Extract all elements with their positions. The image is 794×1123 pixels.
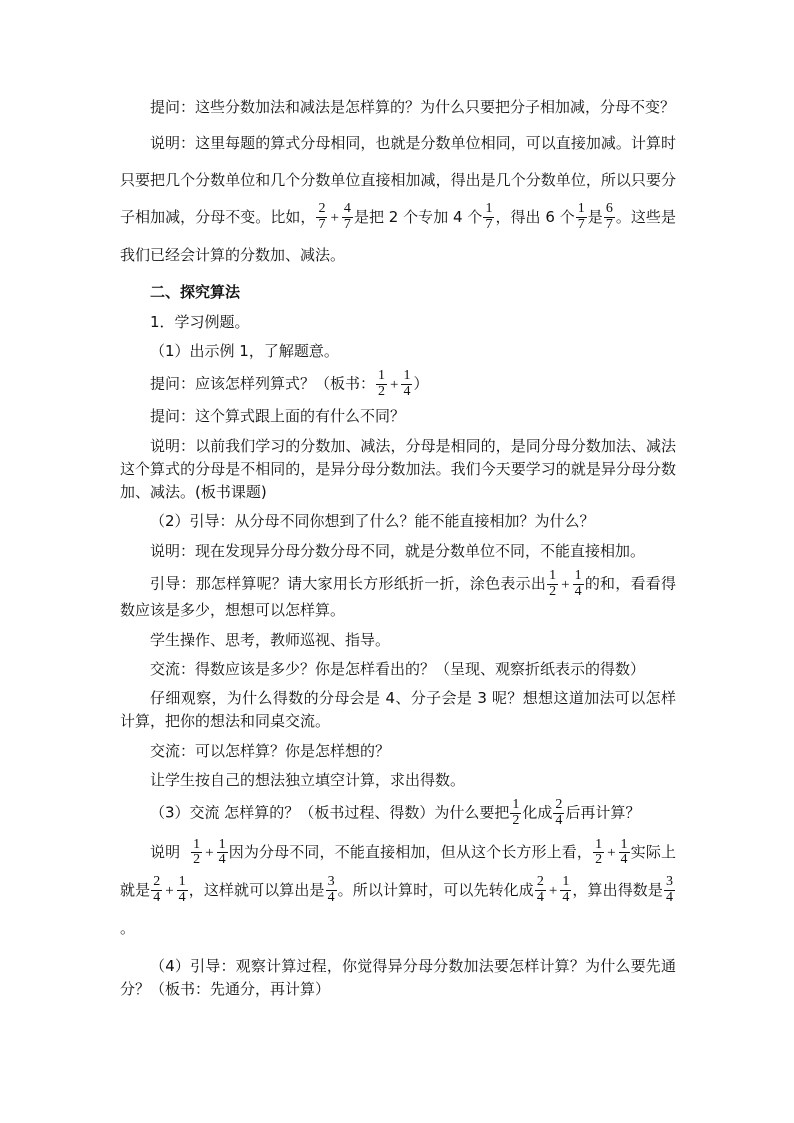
fraction: $\frac{4}{7}$ bbox=[343, 201, 351, 232]
fraction: $\frac{1}{2}$ bbox=[549, 567, 557, 599]
fraction: $\frac{6}{7}$ bbox=[605, 201, 613, 232]
paragraph-question-1: 提问：这些分数加法和减法是怎样算的？为什么只要把分子相加减，分母不变？ bbox=[150, 98, 676, 116]
paragraph-activity: 学生操作、思考，教师巡视、指导。 bbox=[150, 630, 391, 649]
paragraph-question-2: 提问：应该怎样列算式？（板书： $\frac{1}{2}$ + $\frac{1}{4}$ ） bbox=[150, 368, 429, 399]
step-2: （2）引导：从分母不同你想到了什么？能不能直接相加？为什么？ bbox=[150, 512, 595, 531]
paragraph-practice: 让学生按自己的想法独立填空计算，求出得数。 bbox=[150, 770, 466, 789]
fraction: $\frac{2}{7}$ bbox=[318, 201, 326, 232]
paragraph-explanation-3: 说明：现在发现异分母分数分母不同，就是分数单位不同，不能直接相加。 bbox=[150, 541, 646, 560]
paragraph-explanation-1: 说明：这里每题的算式分母相同，也就是分数单位相同，可以直接加减。计算时只要把几个分数单位和几个分数单位直接相加减，得出是几个分数单位，所以只要分子相加减，分母不变。比如， $\frac{2}{7}$ + $\frac{4}{7}$ 是把 2 个专加 4 个 $\frac{1}{7}$ ，得出 6 个 $\frac{1}{7}$ 是 $\frac{6}{7}$ 。这些是我们已经会计算的分数加、减法。 bbox=[120, 134, 676, 264]
fraction: $\frac{1}{4}$ bbox=[574, 567, 582, 599]
fraction: $\frac{1}{4}$ bbox=[403, 368, 411, 399]
paragraph-exchange-1: 交流：得数应该是多少？你是怎样看出的？（呈现、观察折纸表示的得数） bbox=[150, 659, 646, 678]
fraction: $\frac{1}{2}$ bbox=[595, 836, 603, 868]
fraction: $\frac{1}{7}$ bbox=[577, 201, 585, 232]
paragraph-observe: 仔细观察，为什么得数的分母会是 4、分子会是 3 呢？想想这道加法可以怎样计算，把你的想法和同桌交流。 bbox=[120, 689, 676, 731]
fraction: $\frac{1}{4}$ bbox=[178, 874, 186, 906]
paragraph-exchange-2: 交流：可以怎样算？你是怎样想的？ bbox=[150, 741, 391, 760]
fraction: $\frac{3}{4}$ bbox=[327, 874, 335, 906]
fraction: $\frac{2}{4}$ bbox=[555, 797, 563, 828]
fraction: $\frac{1}{4}$ bbox=[218, 836, 226, 868]
fraction: $\frac{3}{4}$ bbox=[665, 874, 673, 906]
fraction: $\frac{1}{2}$ bbox=[512, 797, 520, 828]
step-title: 1．学习例题。 bbox=[150, 312, 250, 331]
step-1: （1）出示例 1，了解题意。 bbox=[150, 341, 339, 360]
step-4: （4）引导：观察计算过程，你觉得异分母分数加法要怎样计算？为什么要先通分？（板书：先通分，再计算） bbox=[120, 956, 676, 998]
fraction: $\frac{1}{2}$ bbox=[378, 368, 386, 399]
fraction: $\frac{1}{4}$ bbox=[562, 874, 570, 906]
fraction: $\frac{2}{4}$ bbox=[536, 874, 544, 906]
fraction: $\frac{2}{4}$ bbox=[153, 874, 161, 906]
lesson-text bbox=[120, 96, 676, 1007]
section-heading: 二、探究算法 bbox=[150, 283, 241, 302]
fraction: $\frac{1}{2}$ bbox=[193, 836, 201, 868]
step-3: （3）交流 怎样算的？（板书过程、得数）为什么要把 $\frac{1}{2}$ 化成 $\frac{2}{4}$ 后再计算？ bbox=[150, 797, 641, 828]
fraction: $\frac{1}{7}$ bbox=[485, 201, 493, 232]
paragraph-explanation-4: 说明 $\frac{1}{2}$ + $\frac{1}{4}$ 因为分母不同，不能直接相加，但从这个长方形上看， $\frac{1}{2}$ + $\frac{1}{4}$ 实际上就是 $\frac{2}{4}$ + $\frac{1}{4}$ ，这样就可以算出是 $\frac{3}{4}$ 。所以计算时，可以先转化成 $\frac{2}{4}$ + $\frac{1}{4}$ ，算出得数是 $\frac{3}{4}$ 。 bbox=[120, 836, 676, 937]
paragraph-guide-1: 引导：那怎样算呢？请大家用长方形纸折一折，涂色表示出 $\frac{1}{2}$ + $\frac{1}{4}$ 的和，看看得数应该是多少，想想可以怎样算。 bbox=[120, 567, 676, 620]
paragraph-question-3: 提问：这个算式跟上面的有什么不同？ bbox=[150, 407, 406, 426]
paragraph-explanation-2: 说明：以前我们学习的分数加、减法，分母是相同的，是同分母分数加法、减法这个算式的分母是不相同的，是异分母分数加法。我们今天要学习的就是异分母分数加、减法。(板书课题) bbox=[120, 436, 676, 502]
fraction: $\frac{1}{4}$ bbox=[620, 836, 628, 868]
